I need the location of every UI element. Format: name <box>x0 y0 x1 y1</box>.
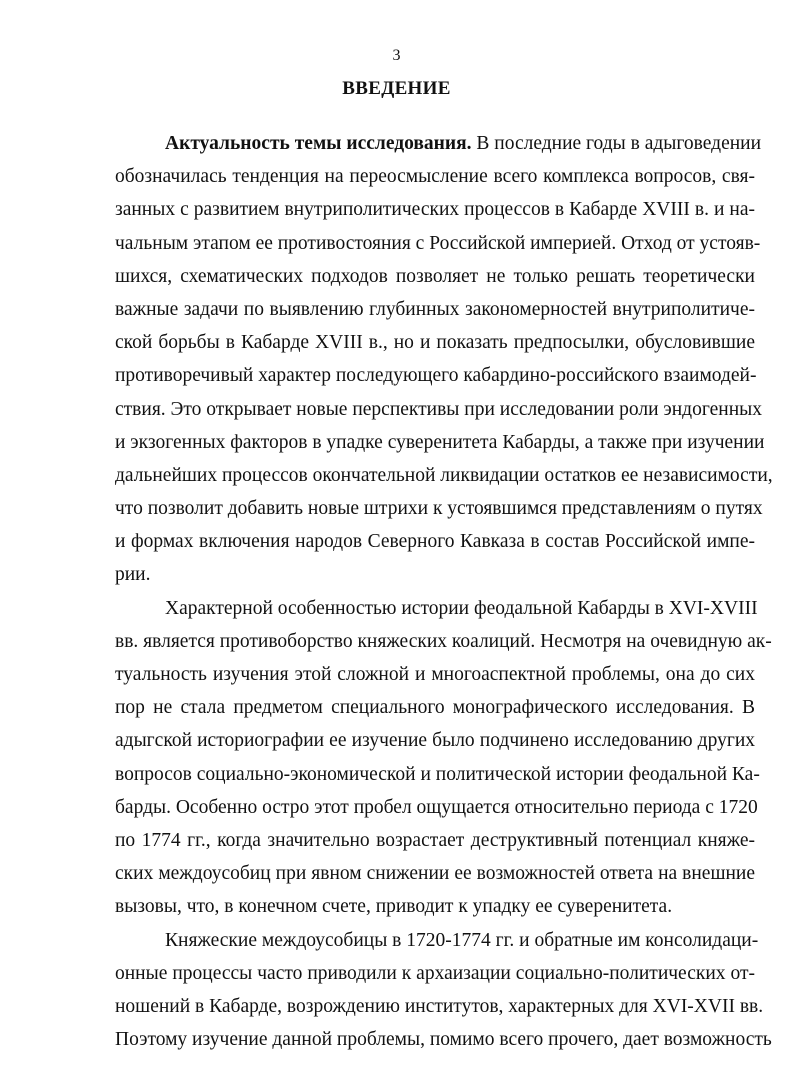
paragraph-line: дальнейших процессов окончательной ликвидации остатков ее независимости, <box>115 464 773 486</box>
paragraph-line: Актуальность темы исследования. В последние годы в адыговедении <box>165 133 762 154</box>
paragraph-line: Княжеские междоусобицы в 1720-1774 гг. и обратные им консолидаци- <box>165 929 759 951</box>
paragraph-line: вызовы, что, в конечном счете, приводит к упадку ее суверенитета. <box>115 896 673 918</box>
paragraph <box>115 924 772 1057</box>
paragraph-line: что позволит добавить новые штрихи к устоявшимся представлениям о путях <box>115 498 763 520</box>
paragraph-line: туальность изучения этой сложной и многоаспектной проблемы, она до сих <box>115 664 755 685</box>
paragraph-line: барды. Особенно остро этот пробел ощущается относительно периода с 1720 <box>115 796 758 818</box>
paragraph <box>115 592 772 924</box>
paragraph-line: рии. <box>115 564 151 586</box>
paragraph-line: занных с развитием внутриполитических процессов в Кабарде XVIII в. и на- <box>115 199 755 221</box>
paragraph-line: вопросов социально-экономической и политической истории феодальной Ка- <box>115 763 760 785</box>
paragraph-line: Поэтому изучение данной проблемы, помимо всего прочего, дает возможность <box>115 1029 772 1051</box>
paragraph-line: ских междоусобиц при явном снижении ее возможностей ответа на внешние <box>115 863 755 885</box>
paragraph-line: ствия. Это открывает новые перспективы при исследовании роли эндогенных <box>115 398 762 420</box>
paragraph-line: пор не стала предметом специального монографического исследования. В <box>115 697 755 719</box>
paragraph-line: важные задачи по выявлению глубинных закономерностей внутриполитиче- <box>115 298 755 320</box>
paragraph-line: вв. является противоборство княжеских коалиций. Несмотря на очевидную ак- <box>115 630 772 652</box>
paragraph-line: ской борьбы в Кабарде XVIII в., но и показать предпосылки, обусловившие <box>115 332 755 354</box>
paragraph-line: по 1774 гг., когда значительно возрастает деструктивный потенциал княже- <box>115 829 755 851</box>
paragraph-line: онные процессы часто приводили к архаизации социально-политических от- <box>115 962 755 984</box>
body-text <box>115 127 773 1056</box>
paragraph-line: Характерной особенностью истории феодальной Кабарды в XVI-XVIII <box>165 597 758 619</box>
paragraph-line: и формах включения народов Северного Кавказа в состав Российской импе- <box>115 531 755 553</box>
paragraph-lead: Актуальность темы исследования. <box>165 133 472 154</box>
paragraph-line: шихся, схематических подходов позволяет не только решать теоретически <box>115 265 755 287</box>
paragraph-line: чальным этапом ее противостояния с Российской империей. Отход от устояв- <box>115 232 761 254</box>
paragraph <box>115 127 773 592</box>
page-number: 3 <box>392 47 401 64</box>
paragraph-line: ношений в Кабарде, возрождению институтов, характерных для XVI-XVII вв. <box>115 995 764 1017</box>
paragraph-line: обозначилась тенденция на переосмысление всего комплекса вопросов, свя- <box>115 166 755 188</box>
paragraph-line: и экзогенных факторов в упадке суверенитета Кабарды, а также при изучении <box>115 431 765 453</box>
section-title: ВВЕДЕНИЕ <box>342 78 451 99</box>
paragraph-line: противоречивый характер последующего кабардино-российского взаимодей- <box>115 365 757 387</box>
paragraph-line: адыгской историографии ее изучение было подчинено исследованию других <box>115 730 755 752</box>
